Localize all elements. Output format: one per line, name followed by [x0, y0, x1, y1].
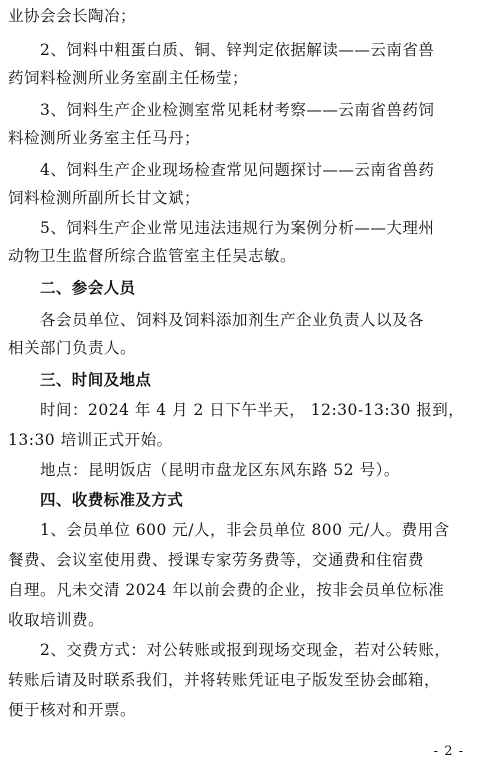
text-line: 2、饲料中粗蛋白质、铜、锌判定依据解读——云南省兽 [40, 41, 435, 59]
text-line: 餐费、会议室使用费、授课专家劳务费等，交通费和住宿费 [8, 551, 425, 569]
text-line: 4、饲料生产企业现场检查常见问题探讨——云南省兽药 [40, 161, 435, 179]
section-heading: 四、收费标准及方式 [40, 491, 184, 509]
text-line: 13:30 培训正式开始。 [8, 431, 173, 449]
text-line: 相关部门负责人。 [8, 339, 137, 357]
text-line: 各会员单位、饲料及饲料添加剂生产企业负责人以及各 [40, 311, 425, 329]
text-line: 便于核对和开票。 [8, 701, 137, 719]
text-line: 收取培训费。 [8, 611, 105, 629]
text-line: 5、饲料生产企业常见违法违规行为案例分析——大理州 [40, 219, 435, 237]
text-line: 1、会员单位 600 元/人，非会员单位 800 元/人。费用含 [40, 521, 450, 539]
text-line: 2、交费方式：对公转账或报到现场交现金，若对公转账， [40, 641, 451, 659]
text-line: 业协会会长陶冶； [8, 7, 137, 25]
page-number: - 2 - [433, 744, 464, 759]
section-heading: 三、时间及地点 [40, 371, 152, 389]
section-heading: 二、参会人员 [40, 279, 136, 297]
text-line: 料检测所业务室主任马丹； [8, 129, 201, 147]
text-line: 药饲料检测所业务室副主任杨莹； [8, 69, 249, 87]
text-line: 动物卫生监督所综合监管室主任吴志敏。 [8, 247, 297, 265]
text-line: 自理。凡未交清 2024 年以前会费的企业，按非会员单位标准 [8, 581, 445, 599]
text-line: 饲料检测所副所长甘文斌； [8, 189, 201, 207]
text-line: 时间：2024 年 4 月 2 日下午半天， 12:30-13:30 报到， [40, 401, 465, 419]
text-line: 3、饲料生产企业检测室常见耗材考察——云南省兽药饲 [40, 101, 435, 119]
text-line: 转账后请及时联系我们，并将转账凭证电子版发至协会邮箱， [8, 671, 441, 689]
text-line: 地点：昆明饭店（昆明市盘龙区东风东路 52 号）。 [40, 461, 400, 479]
